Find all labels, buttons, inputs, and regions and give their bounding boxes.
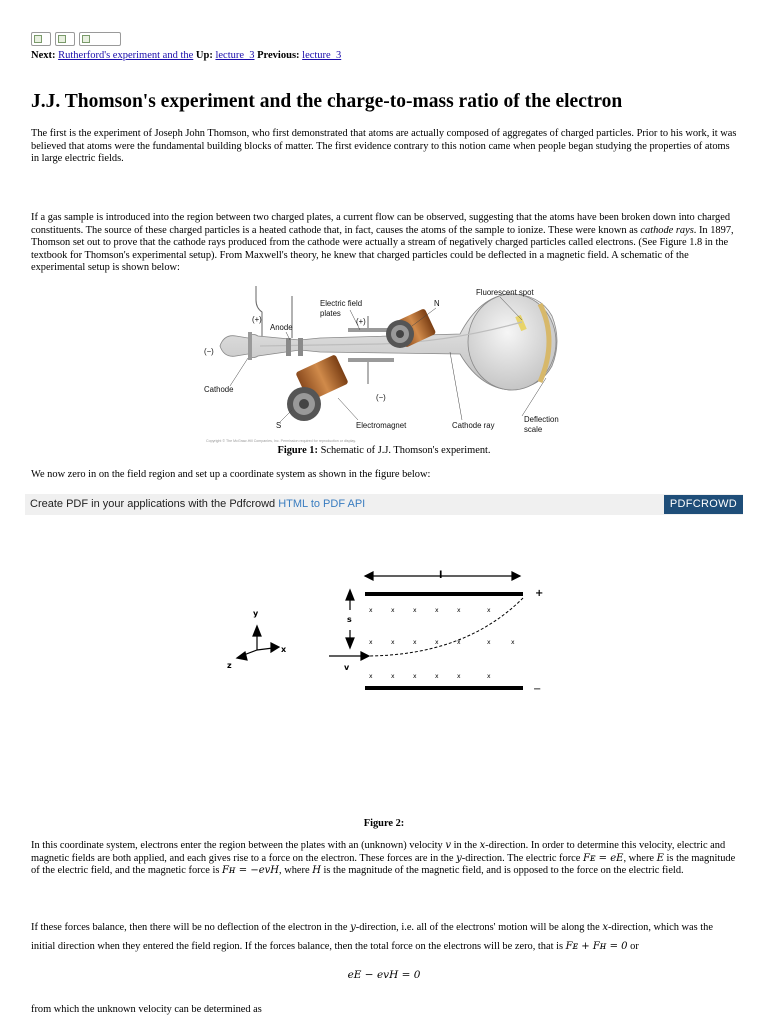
figure-copyright: Copyright © The McGraw-Hill Companies, Inc. Permission required for reproduction or display. — [206, 439, 356, 443]
paragraph-text: In this coordinate system, electrons enter the region between the plates with an (unknown) velocity — [31, 840, 446, 851]
paragraph-cathode-rays — [31, 212, 737, 275]
label-v: v — [344, 663, 350, 672]
label-length: l — [439, 570, 443, 581]
lower-plate — [348, 358, 394, 362]
label-minus-cathode: (−) — [204, 347, 214, 356]
paragraph-text: is the magnitude of the electric field, and the magnetic force is — [31, 852, 736, 877]
label-anode: Anode — [270, 323, 293, 332]
svg-text:x: x — [413, 607, 417, 614]
up-link[interactable]: lecture_3 — [215, 50, 255, 61]
math-electric-force: Fᴇ = eE — [583, 852, 624, 864]
math-h: H — [312, 865, 321, 877]
label-x-axis: x — [281, 645, 287, 654]
paragraph-text: in the — [451, 840, 480, 851]
math-force-sum: Fᴇ + Fʜ = 0 — [565, 941, 628, 952]
pdfcrowd-text: Create PDF in your applications with the Pdfcrowd — [30, 498, 276, 510]
paragraph-text: -direction, which was the initial direction when they entered the field region. If the forces balance, then the total force on the electrons will be zero, that is — [31, 922, 713, 952]
previous-label: Previous: — [257, 50, 300, 61]
label-n: N — [434, 299, 440, 308]
svg-text:x: x — [413, 639, 417, 646]
label-electromagnet: Electromagnet — [356, 421, 407, 430]
svg-text:x: x — [487, 639, 491, 646]
negative-plate — [365, 686, 523, 690]
svg-text:x: x — [391, 673, 395, 680]
paragraph-text: is the magnitude of the magnetic field, and is opposed to the force on the electric field. — [320, 865, 684, 877]
paragraph-text: If a gas sample is introduced into the region between two charged plates, a current flow can be observed, suggesting that the atoms have been broken down into charged constituents. The source of these charged particles is a heated cathode that, in fact, causes the atoms of the sample to ionize. These were known as — [31, 212, 731, 236]
emphasis-cathode-rays: cathode rays — [640, 224, 694, 236]
label-fluorescent-spot: Fluorescent spot — [476, 288, 534, 297]
svg-text:x: x — [369, 673, 373, 680]
svg-text:x: x — [457, 673, 461, 680]
math-x: x — [479, 840, 486, 851]
previous-icon[interactable] — [79, 32, 121, 46]
field-region-figure — [215, 560, 555, 700]
paragraph-text: -direction. In order to determine this velocity, electric and magnetic fields are both applied, and each gives rise to a force on the electron. These forces are in the — [31, 840, 726, 864]
positive-plate — [365, 592, 523, 596]
math-x: x — [602, 922, 608, 933]
label-z-axis: z — [227, 661, 232, 670]
svg-text:x: x — [435, 607, 439, 614]
electron-trajectory — [365, 598, 523, 656]
pdfcrowd-api-link[interactable]: HTML to PDF API — [278, 498, 366, 510]
label-plates: plates — [320, 309, 341, 318]
label-plus: + — [535, 588, 544, 599]
nav-icons — [31, 32, 123, 47]
label-electric-field: Electric field — [320, 299, 363, 308]
svg-text:x: x — [487, 607, 491, 614]
svg-text:x: x — [369, 607, 373, 614]
paragraph-text: or — [627, 941, 639, 952]
figure1-caption — [0, 445, 768, 458]
figure1-caption-label: Figure 1: — [277, 445, 318, 456]
label-scale: scale — [524, 425, 543, 434]
svg-text:x: x — [413, 673, 417, 680]
paragraph-forces — [31, 840, 736, 878]
paragraph-text: -direction, i.e. all of the electrons' motion will be along the — [355, 922, 603, 933]
svg-text:x: x — [511, 639, 515, 646]
label-cathode-ray: Cathode ray — [452, 421, 495, 430]
paragraph-text: . In 1897, Thomson set out to prove that the cathode rays produced from the cathode were actually a stream of negatively charged particles called electrons. (See Figure 1.8 in the textbook for Thomson's experimental setup). From Maxwell's theory, he knew that charged particles could be deflected in a magnetic field. A schematic of the experimental setup is shown below: — [31, 224, 734, 274]
page-title: J.J. Thomson's experiment and the charge-to-mass ratio of the electron — [31, 91, 623, 112]
svg-text:x: x — [487, 673, 491, 680]
label-deflection: Deflection — [524, 415, 559, 424]
figure2-caption — [0, 818, 768, 831]
paragraph-text: If these forces balance, then there will be no deflection of the electron in the — [31, 922, 351, 933]
paragraph-text: , where — [279, 865, 313, 877]
math-v: v — [445, 840, 452, 851]
next-link[interactable]: Rutherford's experiment and the — [58, 50, 194, 61]
svg-text:x: x — [369, 639, 373, 646]
paragraph-text: , where — [623, 852, 657, 864]
next-label: Next: — [31, 50, 56, 61]
pdfcrowd-button[interactable]: PDFCROWD — [664, 495, 743, 514]
thomson-apparatus-figure — [200, 286, 572, 444]
math-magnetic-force: Fʜ = −evH — [221, 865, 279, 877]
paragraph-balance — [31, 918, 736, 956]
navigation-bar — [31, 50, 341, 63]
label-plus-plate: (+) — [356, 317, 366, 326]
math-e: E — [656, 852, 664, 864]
label-y-axis: y — [253, 609, 259, 618]
up-icon[interactable] — [55, 32, 75, 46]
svg-text:x: x — [391, 607, 395, 614]
label-cathode: Cathode — [204, 385, 234, 394]
pdfcrowd-banner — [25, 494, 743, 515]
paragraph-intro: The first is the experiment of Joseph John Thomson, who first demonstrated that atoms are actually composed of aggregates of charged particles. Prior to his work, it was believed that atoms were the fundamental building blocks of matter. The first evidence contrary to this notion came when people began studying the properties of atoms in large electric fields. — [31, 128, 737, 165]
label-minus: − — [533, 684, 542, 695]
next-icon[interactable] — [31, 32, 51, 46]
svg-text:x: x — [435, 673, 439, 680]
label-plus-anode: (+) — [252, 315, 262, 324]
svg-text:x: x — [457, 639, 461, 646]
figure2-caption-label: Figure 2: — [363, 818, 405, 829]
equation-balance: eE − evH = 0 — [347, 969, 421, 981]
paragraph-field-region: We now zero in on the field region and set up a coordinate system as shown in the figure below: — [31, 469, 431, 480]
label-s: S — [276, 421, 282, 430]
label-minus-plate: (−) — [376, 393, 386, 402]
paragraph-text: -direction. The electric force — [461, 852, 583, 864]
svg-text:x: x — [457, 607, 461, 614]
paragraph-velocity: from which the unknown velocity can be determined as — [31, 1004, 262, 1015]
math-y: y — [456, 852, 462, 864]
pdfcrowd-banner-text — [30, 494, 365, 515]
svg-text:x: x — [435, 639, 439, 646]
up-label: Up: — [195, 50, 213, 61]
label-s: s — [347, 615, 352, 624]
figure1-caption-text: Schematic of J.J. Thomson's experiment. — [320, 445, 491, 456]
previous-link[interactable]: lecture_3 — [302, 50, 342, 61]
math-y: y — [350, 922, 356, 933]
svg-text:x: x — [391, 639, 395, 646]
